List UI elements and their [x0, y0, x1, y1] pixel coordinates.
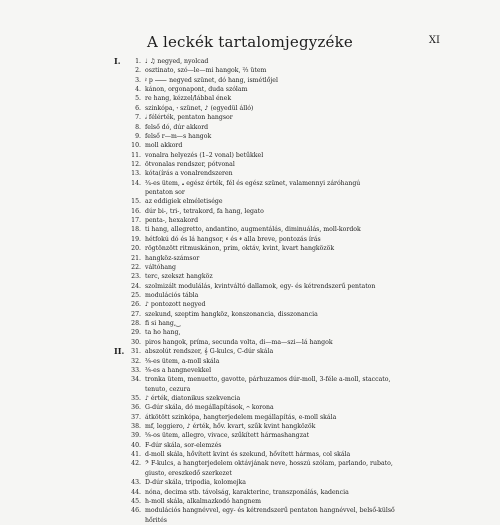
toc-lesson-number: 7.	[135, 114, 141, 122]
toc-entry	[114, 441, 444, 450]
toc-lesson-number: 18.	[131, 226, 141, 234]
toc-lesson-topic: átkötött szinkópa, hangterjedelem megállapítás, e-moll skála	[145, 413, 337, 421]
toc-lesson-topic: ⅜-es ütem, a-moll skála	[145, 357, 220, 365]
toc-entry	[114, 179, 444, 188]
toc-lesson-number: 22.	[131, 263, 141, 271]
toc-lesson-number: 34.	[131, 376, 141, 384]
toc-entry	[114, 132, 444, 141]
toc-lesson-topic: fi si hang,‿	[145, 320, 181, 328]
toc-lesson-number: 37.	[131, 413, 141, 421]
toc-lesson-number: 3.	[135, 76, 141, 84]
toc-lesson-number: 31.	[131, 348, 141, 356]
toc-entry	[114, 488, 444, 497]
toc-lesson-number: 20.	[131, 245, 141, 253]
toc-entry	[114, 254, 444, 263]
toc-lesson-number: 44.	[131, 488, 141, 496]
toc-entry	[114, 319, 444, 328]
toc-lesson-number: 46.	[131, 507, 141, 515]
toc-lesson-number: 24.	[131, 282, 141, 290]
toc-lesson-number: 5.	[135, 95, 141, 103]
toc-lesson-topic: ♪ érték, diatonikus szekvencia	[145, 394, 241, 402]
toc-lesson-number: 12.	[131, 160, 141, 168]
toc-lesson-topic: penta-, hexakord	[145, 217, 199, 225]
toc-entry	[114, 160, 444, 169]
toc-lesson-topic: vonalra helyezés (1–2 vonal) betűkkel	[145, 151, 264, 159]
toc-lesson-number: 19.	[131, 235, 141, 243]
toc-entry	[114, 94, 444, 103]
toc-entry	[114, 422, 444, 431]
toc-lesson-number: 17.	[131, 217, 141, 225]
toc-entry	[114, 104, 444, 113]
toc-lesson-number: 42.	[131, 460, 141, 468]
toc-entry	[114, 478, 444, 487]
toc-lesson-number: 13.	[131, 170, 141, 178]
toc-lesson-number: 23.	[131, 273, 141, 281]
toc-entry	[114, 197, 444, 206]
toc-entry	[114, 497, 444, 506]
toc-entry	[114, 291, 444, 300]
toc-entry	[114, 413, 444, 422]
toc-lesson-number: 1.	[135, 58, 141, 65]
toc-entry	[114, 207, 444, 216]
toc-lesson-number: 11.	[131, 151, 141, 159]
page-number: XI	[428, 35, 440, 46]
toc-lesson-topic: D-dúr skála, tripodia, kolomejka	[145, 479, 246, 487]
toc-entry	[114, 282, 444, 291]
toc-entry	[114, 347, 444, 356]
toc-entry	[114, 366, 444, 375]
toc-lesson-topic: ti hang, allegretto, andantino, augmentálás, diminuálás, moll-kordok	[145, 226, 361, 234]
toc-lesson-topic: hőrités	[145, 516, 167, 524]
toc-lesson-number: 25.	[131, 291, 141, 299]
toc-lesson-number: 26.	[131, 301, 141, 309]
toc-lesson-topic: modulációs tábla	[145, 291, 199, 299]
page-title: A leckék tartalomjegyzéke	[146, 33, 353, 51]
toc-lesson-topic: szinkópa, 𝄾 szünet, ♪ (egyedül álló)	[145, 104, 254, 112]
toc-lesson-topic: terc, szekszt hangköz	[145, 273, 213, 281]
toc-entry	[114, 516, 444, 525]
toc-lesson-number: 40.	[131, 441, 141, 449]
toc-lesson-topic: ♩ ♫ negyed, nyolcad	[145, 58, 209, 65]
toc-lesson-topic: nóna, decima stb. távolság, karakterinc, transzponálás, kadencia	[145, 488, 349, 496]
toc-entry	[114, 57, 444, 66]
toc-lesson-number: 2.	[135, 67, 141, 75]
toc-lesson-topic: kóta(írás a vonalrendszeren	[145, 170, 233, 178]
toc-lesson-topic: szekund, szeptim hangköz, konszonancia, disszonancia	[145, 310, 318, 318]
toc-lesson-number: 39.	[131, 432, 141, 440]
toc-entry	[114, 338, 444, 347]
toc-entry	[114, 385, 444, 394]
toc-lesson-number: 29.	[131, 329, 141, 337]
toc-lesson-topic: giusto, ereszkedő szerkezet	[145, 469, 232, 477]
toc-lesson-number: 9.	[135, 132, 141, 140]
toc-entry	[114, 141, 444, 150]
table-of-contents	[114, 57, 444, 525]
toc-lesson-number: 14.	[131, 179, 141, 187]
toc-lesson-topic: rögtönzött ritmuskánon, prim, oktáv, kvint, kvart hangközök	[145, 245, 335, 253]
toc-entry	[114, 357, 444, 366]
toc-lesson-number: 10.	[131, 142, 141, 150]
toc-lesson-topic: váltóhang	[145, 263, 176, 271]
toc-entry	[114, 272, 444, 281]
toc-entry	[114, 328, 444, 337]
toc-lesson-number: 45.	[131, 497, 141, 505]
toc-lesson-topic: 𝄽 p ⸺ negyed szünet, dó hang, ismétlőjel	[145, 76, 278, 84]
toc-lesson-number: 6.	[135, 104, 141, 112]
toc-lesson-topic: 𝅗𝅥 félérték, pentaton hangsor	[145, 114, 233, 122]
toc-lesson-number: 43.	[131, 479, 141, 487]
toc-entry	[114, 244, 444, 253]
toc-entry	[114, 216, 444, 225]
toc-lesson-number: 32.	[131, 357, 141, 365]
toc-lesson-number: 36.	[131, 404, 141, 412]
toc-lesson-topic: dúr bi-, tri-, tetrakord, fa hang, legato	[145, 207, 264, 215]
toc-section-numeral: II.	[114, 346, 125, 357]
toc-entry	[114, 469, 444, 478]
toc-lesson-topic: felső dó, dúr akkord	[145, 123, 209, 131]
toc-lesson-topic: h-moll skála, alkalmazkodó hangnem	[145, 497, 261, 505]
toc-lesson-number: 15.	[131, 198, 141, 206]
toc-section-numeral: I.	[114, 56, 121, 66]
toc-entry	[114, 431, 444, 440]
toc-lesson-topic: ⅜-es a hangnevekkel	[145, 366, 212, 374]
toc-entry	[114, 225, 444, 234]
toc-lesson-topic: kánon, orgonapont, duda szólam	[145, 86, 248, 94]
toc-lesson-topic: ta ho hang,	[145, 329, 181, 337]
toc-lesson-topic: F-dúr skála, sor-elemzés	[145, 441, 222, 449]
toc-entry	[114, 113, 444, 122]
toc-lesson-number: 21.	[131, 254, 141, 262]
toc-entry	[114, 263, 444, 272]
toc-lesson-topic: abszolút rendszer, 𝄞 G-kulcs, C-dúr skála	[145, 348, 274, 356]
toc-lesson-number: 16.	[131, 207, 141, 215]
toc-entry	[114, 375, 444, 384]
toc-lesson-topic: re hang, kézzel/lábbal ének	[145, 95, 232, 103]
toc-lesson-number: 8.	[135, 123, 141, 131]
toc-lesson-topic: hétfokú dó és lá hangsor, 𝄴 és 𝄵 alla breve, pontozás írás	[145, 235, 321, 243]
toc-entry	[114, 459, 444, 468]
toc-lesson-number: 28.	[131, 320, 141, 328]
toc-lesson-topic: pentaton sor	[145, 189, 185, 197]
toc-lesson-topic: hangköz-számsor	[145, 254, 200, 262]
toc-entry	[114, 310, 444, 319]
toc-lesson-topic: modulációs hangnévvel, egy- és kétrendszerű pentaton hangnévvel, belső-külső	[145, 507, 395, 515]
toc-entry	[114, 300, 444, 309]
toc-lesson-number: 27.	[131, 310, 141, 318]
toc-lesson-topic: 𝄢 F-kulcs, a hangterjedelem oktávjának neve, hosszú szólam, parlando, rubato,	[145, 460, 393, 468]
toc-entry	[114, 235, 444, 244]
toc-lesson-topic: d-moll skála, hővített kvint és szekund, hővített hármas, col skála	[145, 451, 351, 459]
toc-entry	[114, 403, 444, 412]
toc-entry	[114, 394, 444, 403]
toc-entry	[114, 169, 444, 178]
toc-lesson-topic: moll akkord	[145, 142, 183, 150]
toc-lesson-number: 41.	[131, 451, 141, 459]
toc-entry	[114, 76, 444, 85]
toc-lesson-topic: ♪ pontozott negyed	[145, 301, 206, 309]
toc-lesson-topic: tronka ütem, menuetto, gavotte, párhuzamos dúr-moll, 3-féle a-moll, staccato,	[145, 376, 391, 384]
toc-entry	[114, 66, 444, 75]
toc-lesson-number: 4.	[135, 86, 141, 94]
toc-lesson-number: 30.	[131, 338, 141, 346]
toc-entry	[114, 151, 444, 160]
toc-lesson-topic: ¾-es ütem, 𝅝 egész érték, fél és egész szünet, valamennyi záróhangú	[145, 179, 361, 187]
toc-lesson-number: 33.	[131, 366, 141, 374]
toc-entry	[114, 123, 444, 132]
toc-lesson-number: 35.	[131, 394, 141, 402]
toc-lesson-topic: az eddigiek elméletisége	[145, 198, 223, 206]
toc-entry	[114, 450, 444, 459]
toc-lesson-topic: tenuto, cezura	[145, 385, 191, 393]
toc-lesson-number: 38.	[131, 423, 141, 431]
toc-lesson-topic: piros hangok, príma, secunda volta, di—ma—szi—lá hangok	[145, 338, 333, 346]
toc-entry	[114, 506, 444, 515]
toc-lesson-topic: mf, leggiero, ♪ érték, hőv. kvart, szűk kvint hangközök	[145, 423, 316, 431]
toc-entry	[114, 85, 444, 94]
toc-lesson-topic: szolmizált modulálás, kvintváltó dallamok, egy- és kétrendszerű pentaton	[145, 282, 376, 290]
toc-entry	[114, 188, 444, 197]
toc-lesson-topic: osztinato, szó—le—mi hangok, ⅔ ütem	[145, 67, 267, 75]
toc-lesson-topic: felső r—m—s hangok	[145, 132, 212, 140]
toc-lesson-topic: G-dúr skála, dó megállapítások, 𝄐 korona	[145, 404, 274, 412]
toc-lesson-topic: ⅝-os ütem, allegro, vivace, szűkített hármashangzat	[145, 432, 310, 440]
toc-lesson-topic: ötvonalas rendszer, pótvonal	[145, 160, 235, 168]
